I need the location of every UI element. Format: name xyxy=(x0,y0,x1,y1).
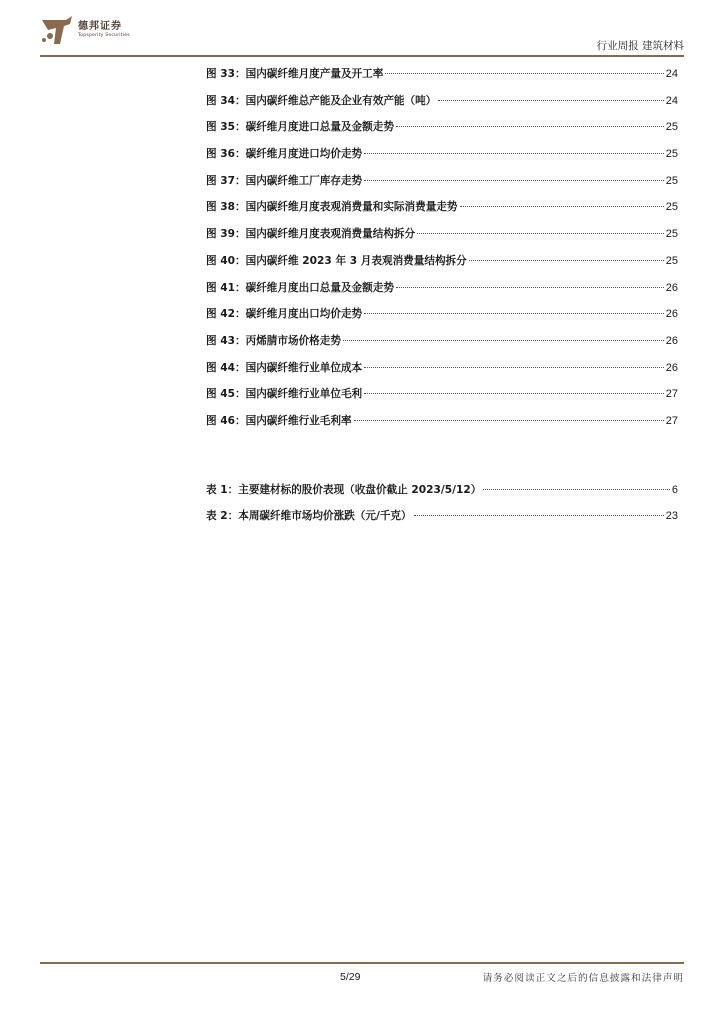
dot-leader xyxy=(364,153,664,154)
dot-leader xyxy=(396,287,664,288)
toc-entry-page: 24 xyxy=(665,94,678,107)
figure-toc-entry[interactable] xyxy=(206,386,678,413)
dot-leader xyxy=(364,180,664,181)
dot-leader xyxy=(343,340,664,341)
logo-en-text: Topsperity Securities xyxy=(78,33,130,38)
toc-entry-label: 图 40：国内碳纤维 2023 年 3 月表观消费量结构拆分 xyxy=(206,254,467,267)
figure-toc-entry[interactable] xyxy=(206,413,678,440)
figure-toc-entry[interactable] xyxy=(206,119,678,146)
toc-entry-label: 图 43：丙烯腈市场价格走势 xyxy=(206,334,341,347)
figure-toc-entry[interactable] xyxy=(206,306,678,333)
dot-leader xyxy=(364,393,664,394)
dot-leader xyxy=(414,515,664,516)
toc-entry-page: 23 xyxy=(665,510,678,522)
table-list xyxy=(206,482,678,534)
figure-toc-entry[interactable] xyxy=(206,199,678,226)
toc-entry-label: 图 36：碳纤维月度进口均价走势 xyxy=(206,148,363,161)
header-divider xyxy=(40,55,684,57)
report-category: 行业周报 建筑材料 xyxy=(596,40,684,52)
figure-toc-entry[interactable] xyxy=(206,173,678,200)
dot-leader xyxy=(460,206,664,207)
dot-leader xyxy=(396,126,664,127)
dot-leader xyxy=(364,367,664,368)
footer-divider xyxy=(40,962,684,964)
toc-entry-label: 图 41：碳纤维月度出口总量及金额走势 xyxy=(206,281,394,294)
toc-entry-page: 25 xyxy=(665,201,678,214)
figure-toc-entry[interactable] xyxy=(206,146,678,173)
table-toc-entry[interactable] xyxy=(206,508,678,534)
toc-entry-label: 表 1：主要建材标的股价表现（收盘价截止 2023/5/12） xyxy=(206,484,482,496)
toc-entry-page: 6 xyxy=(671,484,678,496)
logo-mark-icon xyxy=(40,14,74,48)
toc-entry-label: 图 39：国内碳纤维月度表观消费量结构拆分 xyxy=(206,228,416,241)
figure-list xyxy=(206,66,678,440)
toc-entry-label: 图 45：国内碳纤维行业单位毛利 xyxy=(206,388,363,401)
toc-entry-label: 表 2：本周碳纤维市场均价涨跌（元/千克） xyxy=(206,510,412,522)
toc-entry-page: 26 xyxy=(665,281,678,294)
toc-entry-label: 图 35：碳纤维月度进口总量及金额走势 xyxy=(206,121,394,134)
figure-toc-entry[interactable] xyxy=(206,253,678,280)
company-logo xyxy=(40,14,170,50)
figure-toc-entry[interactable] xyxy=(206,360,678,387)
toc-entry-page: 25 xyxy=(665,228,678,241)
toc-entry-page: 24 xyxy=(665,68,678,80)
page-number: 5/29 xyxy=(340,971,361,983)
figure-toc-entry[interactable] xyxy=(206,66,678,93)
toc-entry-page: 25 xyxy=(665,174,678,187)
toc-entry-label: 图 38：国内碳纤维月度表观消费量和实际消费量走势 xyxy=(206,201,458,214)
toc-entry-label: 图 33：国内碳纤维月度产量及开工率 xyxy=(206,68,384,80)
disclaimer-text: 请务必阅读正文之后的信息披露和法律声明 xyxy=(482,973,684,984)
figure-toc-entry[interactable] xyxy=(206,226,678,253)
toc-entry-page: 25 xyxy=(665,121,678,134)
toc-entry-label: 图 37：国内碳纤维工厂库存走势 xyxy=(206,174,363,187)
dot-leader xyxy=(385,73,663,74)
toc-entry-page: 26 xyxy=(665,308,678,321)
dot-leader xyxy=(417,233,664,234)
logo-cn-text: 德邦证券 xyxy=(78,21,122,32)
toc-entry-label: 图 44：国内碳纤维行业单位成本 xyxy=(206,361,363,374)
toc-entry-label: 图 42：碳纤维月度出口均价走势 xyxy=(206,308,363,321)
toc-entry-page: 27 xyxy=(665,414,678,427)
toc-entry-page: 26 xyxy=(665,334,678,347)
figure-toc-entry[interactable] xyxy=(206,333,678,360)
toc-entry-label: 图 34：国内碳纤维总产能及企业有效产能（吨） xyxy=(206,94,437,107)
dot-leader xyxy=(364,313,664,314)
toc-entry-page: 26 xyxy=(665,361,678,374)
toc-entry-page: 27 xyxy=(665,388,678,401)
toc-entry-page: 25 xyxy=(665,148,678,161)
figure-toc-entry[interactable] xyxy=(206,280,678,307)
toc-entry-label: 图 46：国内碳纤维行业毛利率 xyxy=(206,414,352,427)
toc-entry-page: 25 xyxy=(665,254,678,267)
dot-leader xyxy=(483,489,670,490)
dot-leader xyxy=(354,420,664,421)
dot-leader xyxy=(469,260,664,261)
figure-toc-entry[interactable] xyxy=(206,93,678,120)
dot-leader xyxy=(438,100,663,101)
table-toc-entry[interactable] xyxy=(206,482,678,508)
page-header xyxy=(40,14,684,56)
